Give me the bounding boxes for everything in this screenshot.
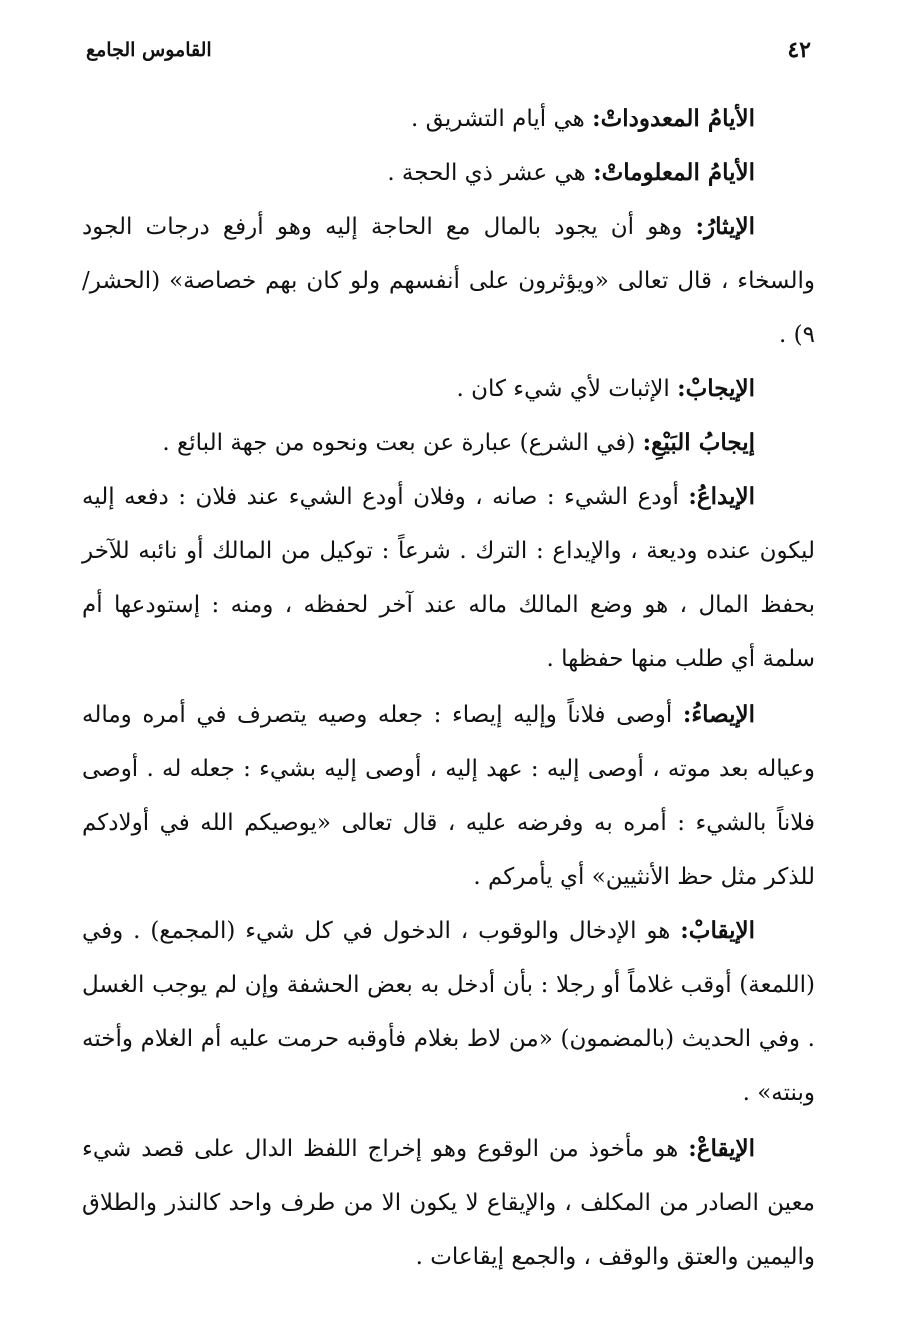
running-title: القاموس الجامع [86,39,212,61]
entry-ayyam-madudat [82,92,815,146]
entry-definition: أودع الشيء : صانه ، وفلان أودع الشيء عند فلان : دفعه إليه ليكون عنده وديعة ، والإيداع : الترك . شرعاً : توكيل من المالك أو نائبه للآخر بحفظ المال ، هو وضع المالك ماله عند آخر لحفظه ، ومنه : إستودعها أم سلمة أي طلب منها حفظها . [82,484,815,672]
entry-term: الإيداعُ: [688,483,755,510]
entry-definition: هي أيام التشريق . [411,106,593,132]
dictionary-entries [82,92,815,1284]
entry-term: الأيامُ المعلوماتْ: [593,159,755,186]
page-header [86,30,811,70]
entry-ida [82,470,815,686]
entry-term: الإيجابْ: [677,375,755,402]
entry-term: الإيقاعْ: [688,1135,755,1162]
entry-ijab [82,362,815,416]
entry-term: إيجابُ البَيْعِ: [642,429,755,456]
entry-iqab [82,904,815,1120]
entry-definition: وهو أن يجود بالمال مع الحاجة إليه وهو أرفع درجات الجود والسخاء ، قال تعالى «ويؤثرون على أنفسهم ولو كان بهم خصاصة» (الحشر/٩) . [82,214,815,348]
entry-iqa [82,1122,815,1284]
entry-definition: هو مأخوذ من الوقوع وهو إخراج اللفظ الدال على قصد شيء معين الصادر من المكلف ، والإيقاع لا يكون الا من طرف واحد كالنذر والطلاق واليمين والعتق والوقف ، والجمع إيقاعات . [82,1136,815,1270]
entry-ayyam-malumat [82,146,815,200]
entry-term: الأيامُ المعدوداتْ: [592,105,755,132]
page-number: ٤٢ [787,37,811,63]
entry-definition: (في الشرع) عبارة عن بعت ونحوه من جهة البائع . [162,430,643,456]
entry-definition: هو الإدخال والوقوب ، الدخول في كل شيء (المجمع) . وفي (اللمعة) أوقب غلاماً أو رجلا : بأن أدخل به بعض الحشفة وإن لم يوجب الغسل . وفي الحديث (بالمضمون) «من لاط بغلام فأوقبه حرمت عليه أم الغلام وأخته وبنته» . [82,918,815,1106]
entry-term: الإيصاءُ: [682,701,755,728]
entry-isa [82,688,815,904]
entry-definition: أوصى فلاناً وإليه إيصاء : جعله وصيه يتصرف في أمره وماله وعياله بعد موته ، أوصى إليه : عهد إليه ، أوصى إليه بشيء : جعله له . أوصى فلاناً بالشيء : أمره به وفرضه عليه ، قال تعالى «يوصيكم الله في أولادكم للذكر مثل حظ الأنثيين» أي يأمركم . [82,702,815,890]
entry-term: الإيقابْ: [680,917,755,944]
entry-ijab-al-bay [82,416,815,470]
entry-term: الإيثارُ: [695,213,755,240]
entry-definition: هي عشر ذي الحجة . [387,160,594,186]
entry-definition: الإثبات لأي شيء كان . [456,376,678,402]
entry-ithar [82,200,815,362]
